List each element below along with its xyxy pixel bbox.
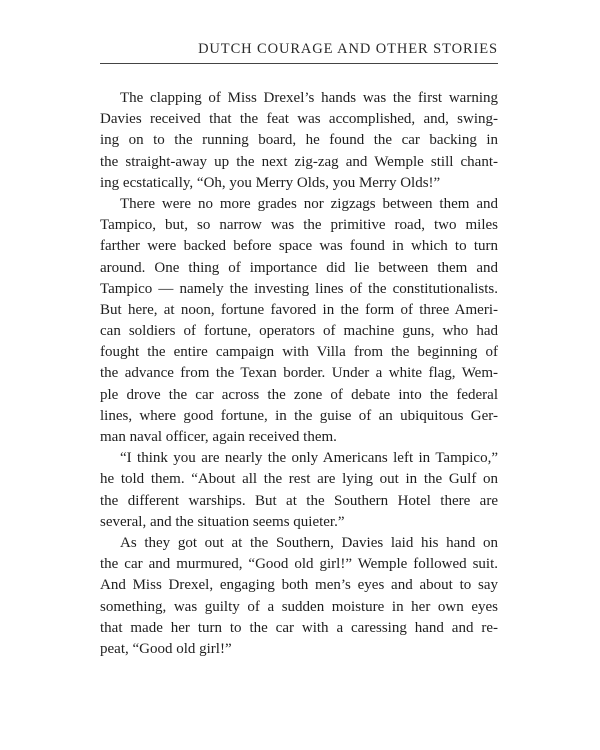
text-line: around. One thing of importance did lie between them and	[100, 259, 498, 276]
text-line: the different warships. But at the Southern Hotel there are	[100, 492, 498, 509]
text-line: ing ecstatically, “Oh, you Merry Olds, you Merry Olds!”	[100, 174, 441, 191]
text-line: fought the entire campaign with Villa from the beginning of	[100, 344, 498, 361]
text-line: ple drove the car across the zone of debate into the federal	[100, 386, 498, 403]
text-line: peat, “Good old girl!”	[100, 640, 232, 657]
text-line: the advance from the Texan border. Under a white flag, Wem-	[100, 365, 498, 382]
text-line: man naval officer, again received them.	[100, 429, 337, 445]
text-line: Tampico — namely the investing lines of the constitutionalists.	[100, 280, 498, 297]
paragraph-2	[100, 194, 498, 448]
text-line: Davies received that the feat was accomplished, and, swing-	[100, 111, 498, 128]
text-line: Tampico, but, so narrow was the primitive road, two miles	[100, 217, 498, 234]
text-line: something, was guilty of a sudden moisture in her own eyes	[100, 598, 498, 615]
text-line: The clapping of Miss Drexel’s hands was the first warning	[120, 90, 498, 106]
paragraph-1	[100, 88, 498, 194]
paragraph-4	[100, 533, 498, 660]
text-line: As they got out at the Southern, Davies laid his hand on	[120, 534, 498, 551]
running-header: DUTCH COURAGE AND OTHER STORIES	[198, 41, 498, 57]
text-line: farther were backed before space was found in which to turn	[100, 238, 498, 255]
text-line: “I think you are nearly the only Americans left in Tampico,”	[120, 450, 498, 467]
text-line: And Miss Drexel, engaging both men’s eyes and about to say	[100, 577, 498, 594]
text-line: lines, where good fortune, in the guise of an ubiquitous Ger-	[100, 407, 498, 424]
text-line: that made her turn to the car with a caressing hand and re-	[100, 619, 498, 636]
text-line: There were no more grades nor zigzags between them and	[120, 195, 498, 212]
text-line: several, and the situation seems quieter.”	[100, 513, 345, 530]
text-line: he told them. “About all the rest are lying out in the Gulf on	[100, 471, 498, 488]
text-line: the car and murmured, “Good old girl!” Wemple followed suit.	[100, 556, 498, 573]
text-line: the straight-away up the next zig-zag and Wemple still chant-	[100, 153, 498, 170]
body-text	[100, 88, 498, 660]
text-line: ing on to the running board, he found the car backing in	[100, 132, 498, 149]
text-line: But here, at noon, fortune favored in the form of three Ameri-	[100, 301, 498, 318]
header-rule	[100, 63, 498, 64]
text-line: can soldiers of fortune, operators of machine guns, who had	[100, 323, 498, 340]
paragraph-3	[100, 448, 498, 533]
